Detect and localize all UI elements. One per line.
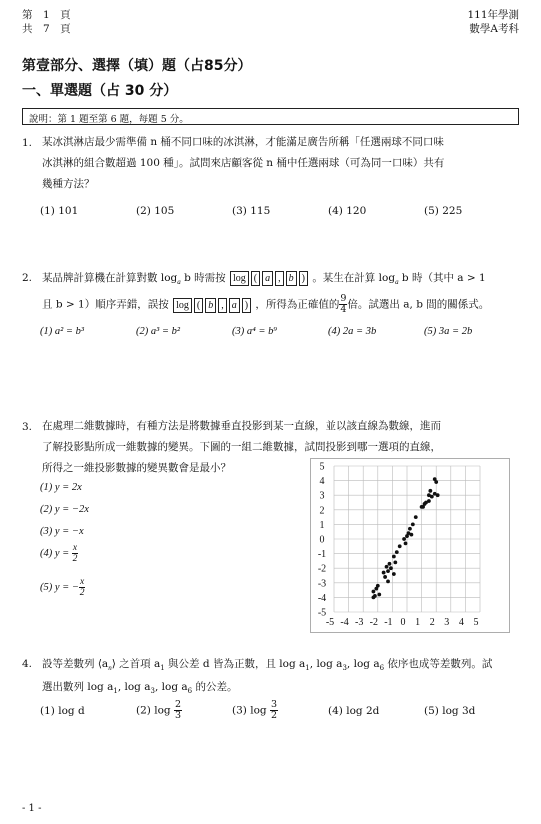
data-point — [411, 523, 415, 527]
q2-option-1[interactable]: (1) a² = b³ — [40, 326, 84, 337]
q4-option-4[interactable]: (4) log 2d — [328, 705, 380, 717]
y-tick-label: -1 — [317, 549, 327, 561]
q4-option-1[interactable]: (1) log d — [40, 705, 85, 717]
x-tick-label: 2 — [429, 617, 435, 628]
data-point — [392, 555, 396, 559]
q2-line-1: 某品牌計算機在計算對數 $\log_a b$ 時需按 log ( a , b ) 。某生在計算 $\log_a b$ 時（其中 a > 1 — [42, 272, 486, 287]
data-point — [428, 489, 432, 493]
data-point — [409, 533, 413, 537]
x-tick-label: 3 — [444, 617, 450, 628]
q3-option-1[interactable]: (1) y = 2x — [40, 482, 82, 493]
q4-line-1: 設等差數列 $⟨a_n⟩$ 之首項 $a_1$ 與公差 d 皆為正數，且 $\log a_1$, $\log a_3$, $\log a_6$ 依序也成等差數列。試 — [42, 658, 493, 673]
q2-number: 2. — [22, 272, 33, 284]
key-a-wrong: a — [229, 298, 240, 313]
q3-option-3[interactable]: (3) y = −x — [40, 526, 84, 537]
exam-year: 111年學測 — [467, 9, 519, 21]
instructions-text: 說明：第 1 題至第 6 題，每題 5 分。 — [29, 114, 189, 125]
q1-option-4[interactable]: (4) 120 — [328, 205, 367, 217]
q1-option-5[interactable]: (5) 225 — [424, 205, 463, 217]
key-b: b — [286, 271, 297, 286]
x-tick-label: -4 — [340, 617, 349, 628]
y-tick-label: 3 — [319, 490, 325, 502]
y-tick-label: -4 — [317, 592, 327, 604]
q1-text — [42, 132, 522, 195]
x-tick-label: -1 — [384, 617, 393, 628]
key-log-wrong: log — [173, 298, 192, 313]
q1-line-2: 冰淇淋的組合數超過 100 種」。試問來店顧客從 n 桶中任選兩球（可為同一口味）共有 — [42, 157, 445, 169]
q4-option-2[interactable]: (2) log $\frac{2}{3}$ — [136, 699, 182, 721]
data-point — [374, 587, 378, 591]
key-right-paren: ) — [299, 271, 308, 286]
data-point — [424, 501, 428, 505]
q3-option-2[interactable]: (2) y = −2x — [40, 504, 89, 515]
q4-option-3[interactable]: (3) log $\frac{3}{2}$ — [232, 699, 278, 721]
data-point — [372, 590, 376, 594]
y-tick-label: -5 — [317, 607, 327, 619]
data-point — [389, 566, 393, 570]
data-point — [386, 569, 390, 573]
data-point — [382, 571, 386, 575]
data-point — [430, 495, 434, 499]
q1-option-1[interactable]: (1) 101 — [40, 205, 79, 217]
data-point — [420, 505, 424, 509]
key-comma: , — [275, 271, 284, 286]
q2-fraction: $\frac{9}{4}$ — [340, 293, 347, 315]
q3-line-2: 了解投影點所成一維數據的變異。下圖的一組二維數據，試問投影到哪一選項的直線， — [42, 441, 441, 453]
data-point — [383, 575, 387, 579]
x-tick-label: 4 — [458, 617, 464, 628]
data-point — [377, 593, 381, 597]
q1-line-3: 幾種方法？ — [42, 178, 95, 190]
chart-frame — [311, 459, 510, 633]
section-subtitle: 一、單選題（占 30 分） — [22, 83, 178, 99]
q3-line-1: 在處理二維數據時，有種方法是將數據垂直投影到某一直線，並以該直線為數線，進而 — [42, 420, 441, 432]
data-point — [398, 544, 402, 548]
x-tick-label: -2 — [369, 617, 378, 628]
q1-option-2[interactable]: (2) 105 — [136, 205, 175, 217]
key-right-paren-wrong: ) — [242, 298, 251, 313]
data-point — [385, 565, 389, 569]
data-point — [405, 534, 409, 538]
data-point — [388, 562, 392, 566]
q1-number: 1. — [22, 137, 33, 149]
q3-number: 3. — [22, 421, 33, 433]
subject-label: 數學A考科 — [469, 23, 519, 35]
q1-option-3[interactable]: (3) 115 — [232, 205, 271, 217]
q4-line-2: 選出數列 $\log a_1$, $\log a_3$, $\log a_6$ 的公差。 — [42, 681, 238, 696]
section-title: 第壹部分、選擇（填）題（占85分） — [22, 58, 252, 74]
data-point — [402, 537, 406, 541]
x-tick-label: 0 — [400, 617, 406, 628]
key-left-paren-wrong: ( — [194, 298, 203, 313]
x-tick-label: 5 — [473, 617, 479, 628]
q2-option-4[interactable]: (4) 2a = 3b — [328, 326, 377, 337]
data-point — [414, 515, 418, 519]
data-point — [404, 541, 408, 545]
q4-option-5[interactable]: (5) log 3d — [424, 705, 476, 717]
data-point — [434, 480, 438, 484]
scatter-chart — [310, 458, 510, 633]
data-point — [392, 572, 396, 576]
x-tick-label: -5 — [325, 617, 335, 628]
data-point — [408, 527, 412, 531]
x-tick-label: -3 — [355, 617, 364, 628]
y-tick-label: 1 — [319, 519, 325, 531]
y-tick-label: -2 — [317, 563, 327, 575]
data-point — [395, 550, 399, 554]
key-a: a — [262, 271, 273, 286]
key-comma-wrong: , — [218, 298, 227, 313]
q4-number: 4. — [22, 658, 33, 670]
key-left-paren: ( — [251, 271, 260, 286]
data-point — [386, 579, 390, 583]
y-tick-label: -3 — [317, 578, 327, 590]
total-pages-label: 共 7 頁 — [22, 23, 71, 35]
key-log: log — [230, 271, 249, 286]
data-point — [436, 493, 440, 497]
y-tick-label: 4 — [319, 476, 325, 488]
q3-option-5[interactable]: (5) y = − $\frac{x}{2}$ — [40, 577, 85, 598]
data-point — [372, 596, 376, 600]
q3-option-4[interactable]: (4) y = $\frac{x}{2}$ — [40, 543, 78, 564]
data-point — [393, 560, 397, 564]
key-b-wrong: b — [205, 298, 216, 313]
q3-line-3: 所得之一維投影數據的變異數會是最小？ — [42, 462, 231, 474]
page-footer: - 1 - — [22, 803, 42, 814]
q2-option-2[interactable]: (2) a³ = b² — [136, 326, 180, 337]
y-tick-label: 5 — [319, 461, 325, 473]
q2-option-5[interactable]: (5) 3a = 2b — [424, 326, 473, 337]
x-tick-label: 1 — [415, 617, 421, 628]
q2-option-3[interactable]: (3) a⁴ = b⁹ — [232, 326, 278, 337]
q2-line-2: 且 b > 1）順序弄錯，誤按 log ( b , a ) ，所得為正確值的 $\frac{9}{4}$ 倍。試選出 a, b 間的關係式。 — [42, 293, 490, 315]
y-tick-label: 0 — [319, 534, 325, 546]
instructions-box — [22, 108, 519, 125]
page-number-label: 第 1 頁 — [22, 9, 71, 21]
y-tick-label: 2 — [319, 505, 325, 517]
q1-line-1: 某冰淇淋店最少需準備 n 桶不同口味的冰淇淋，才能滿足廣告所稱「任選兩球不同口味 — [42, 136, 444, 148]
